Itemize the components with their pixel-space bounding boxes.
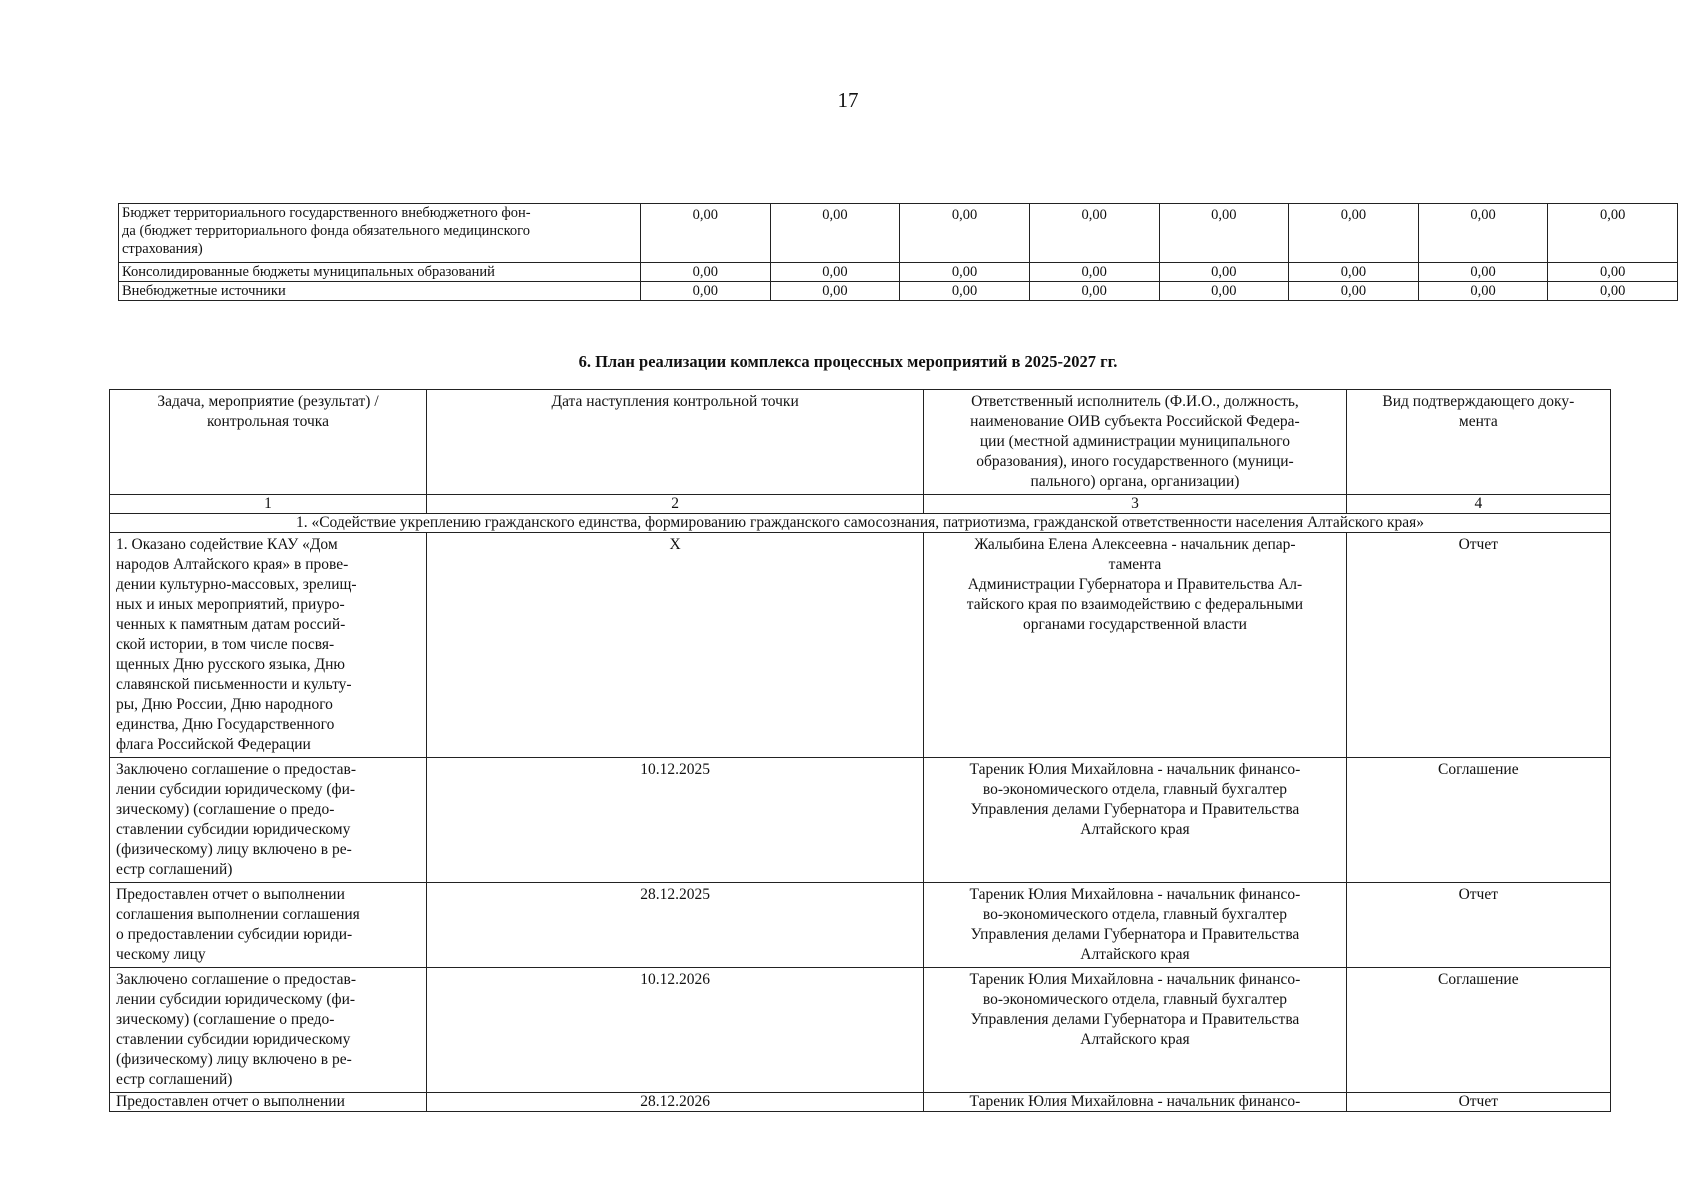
task-cell: 1. Оказано содействие КАУ «Дом народов Алтайского края» в прове- дении культурно-массовых, зрелищ- ных и иных мероприятий, приуро- ченных к памятным датам россий- ской истории, в том числе посвя- щенных Дню русского языка, Дню славянской письменности и культу- ры, Дню России, Дню народного единства, Дню Государственного флага Российской Федерации xyxy=(110,533,427,758)
table-row xyxy=(110,1093,1611,1112)
budget-cell: 0,00 xyxy=(1418,204,1548,263)
column-number: 1 xyxy=(110,495,427,514)
table-row xyxy=(110,758,1611,883)
budget-cell: 0,00 xyxy=(1159,204,1289,263)
budget-cell: 0,00 xyxy=(1289,204,1419,263)
budget-cell: 0,00 xyxy=(1289,282,1419,301)
document-cell: Соглашение xyxy=(1346,758,1610,883)
budget-cell: 0,00 xyxy=(1029,282,1159,301)
budget-cell: 0,00 xyxy=(1548,263,1678,282)
budget-row-label: Консолидированные бюджеты муниципальных образований xyxy=(119,263,641,282)
date-cell: X xyxy=(427,533,924,758)
document-cell: Отчет xyxy=(1346,883,1610,968)
budget-cell: 0,00 xyxy=(1289,263,1419,282)
budget-cell: 0,00 xyxy=(1159,282,1289,301)
responsible-cell: Тареник Юлия Михайловна - начальник финансо- xyxy=(924,1093,1346,1112)
budget-table xyxy=(118,203,1678,301)
budget-cell: 0,00 xyxy=(1418,282,1548,301)
table-row xyxy=(110,968,1611,1093)
column-number-row xyxy=(110,495,1611,514)
budget-cell: 0,00 xyxy=(770,204,900,263)
budget-row-label: Бюджет территориального государственного внебюджетного фон- да (бюджет территориального фонда обязательного медицинского страхования) xyxy=(119,204,641,263)
document-cell: Соглашение xyxy=(1346,968,1610,1093)
column-header: Ответственный исполнитель (Ф.И.О., должность, наименование ОИВ субъекта Российской Федера- ции (местной администрации муниципального образования), иного государственного (муници- пального) органа, организации) xyxy=(924,390,1346,495)
table-row xyxy=(110,533,1611,758)
column-header: Вид подтверждающего доку- мента xyxy=(1346,390,1610,495)
budget-cell: 0,00 xyxy=(900,204,1030,263)
budget-cell: 0,00 xyxy=(770,263,900,282)
budget-cell: 0,00 xyxy=(1548,204,1678,263)
document-cell: Отчет xyxy=(1346,533,1610,758)
task-cell: Предоставлен отчет о выполнении соглашения выполнении соглашения о предоставлении субсидии юриди- ческому лицу xyxy=(110,883,427,968)
budget-cell: 0,00 xyxy=(1418,263,1548,282)
section-row-text: 1. «Содействие укреплению гражданского единства, формированию гражданского самосознания, патриотизма, гражданской ответственности населения Алтайского края» xyxy=(110,514,1611,533)
column-number: 4 xyxy=(1346,495,1610,514)
budget-cell: 0,00 xyxy=(900,282,1030,301)
task-cell: Заключено соглашение о предостав- лении субсидии юридическому (фи- зическому) (соглашение о предо- ставлении субсидии юридическому (физическому) лицу включено в ре- естр соглашений) xyxy=(110,968,427,1093)
table-row xyxy=(119,263,1678,282)
budget-cell: 0,00 xyxy=(641,204,771,263)
responsible-cell: Тареник Юлия Михайловна - начальник финансо- во-экономического отдела, главный бухгалтер Управления делами Губернатора и Правительства Алтайского края xyxy=(924,968,1346,1093)
page-number: 17 xyxy=(837,88,859,112)
task-cell: Предоставлен отчет о выполнении xyxy=(110,1093,427,1112)
responsible-cell: Жалыбина Елена Алексеевна - начальник депар- тамента Администрации Губернатора и Правительства Ал- тайского края по взаимодействию с федеральными органами государственной власти xyxy=(924,533,1346,758)
budget-cell: 0,00 xyxy=(770,282,900,301)
date-cell: 10.12.2026 xyxy=(427,968,924,1093)
document-cell: Отчет xyxy=(1346,1093,1610,1112)
budget-cell: 0,00 xyxy=(1548,282,1678,301)
budget-cell: 0,00 xyxy=(641,263,771,282)
plan-table xyxy=(109,389,1611,1112)
budget-row-label: Внебюджетные источники xyxy=(119,282,641,301)
table-header-row xyxy=(110,390,1611,495)
table-row xyxy=(110,883,1611,968)
section-row xyxy=(110,514,1611,533)
section-title: 6. План реализации комплекса процессных мероприятий в 2025-2027 гг. xyxy=(578,352,1118,371)
budget-cell: 0,00 xyxy=(1159,263,1289,282)
column-header: Дата наступления контрольной точки xyxy=(427,390,924,495)
date-cell: 28.12.2026 xyxy=(427,1093,924,1112)
budget-cell: 0,00 xyxy=(1029,204,1159,263)
table-row xyxy=(119,282,1678,301)
column-header: Задача, мероприятие (результат) / контрольная точка xyxy=(110,390,427,495)
date-cell: 10.12.2025 xyxy=(427,758,924,883)
budget-cell: 0,00 xyxy=(1029,263,1159,282)
table-row xyxy=(119,204,1678,263)
budget-cell: 0,00 xyxy=(900,263,1030,282)
column-number: 3 xyxy=(924,495,1346,514)
task-cell: Заключено соглашение о предостав- лении субсидии юридическому (фи- зическому) (соглашение о предо- ставлении субсидии юридическому (физическому) лицу включено в ре- естр соглашений) xyxy=(110,758,427,883)
date-cell: 28.12.2025 xyxy=(427,883,924,968)
column-number: 2 xyxy=(427,495,924,514)
responsible-cell: Тареник Юлия Михайловна - начальник финансо- во-экономического отдела, главный бухгалтер Управления делами Губернатора и Правительства Алтайского края xyxy=(924,883,1346,968)
budget-cell: 0,00 xyxy=(641,282,771,301)
responsible-cell: Тареник Юлия Михайловна - начальник финансо- во-экономического отдела, главный бухгалтер Управления делами Губернатора и Правительства Алтайского края xyxy=(924,758,1346,883)
